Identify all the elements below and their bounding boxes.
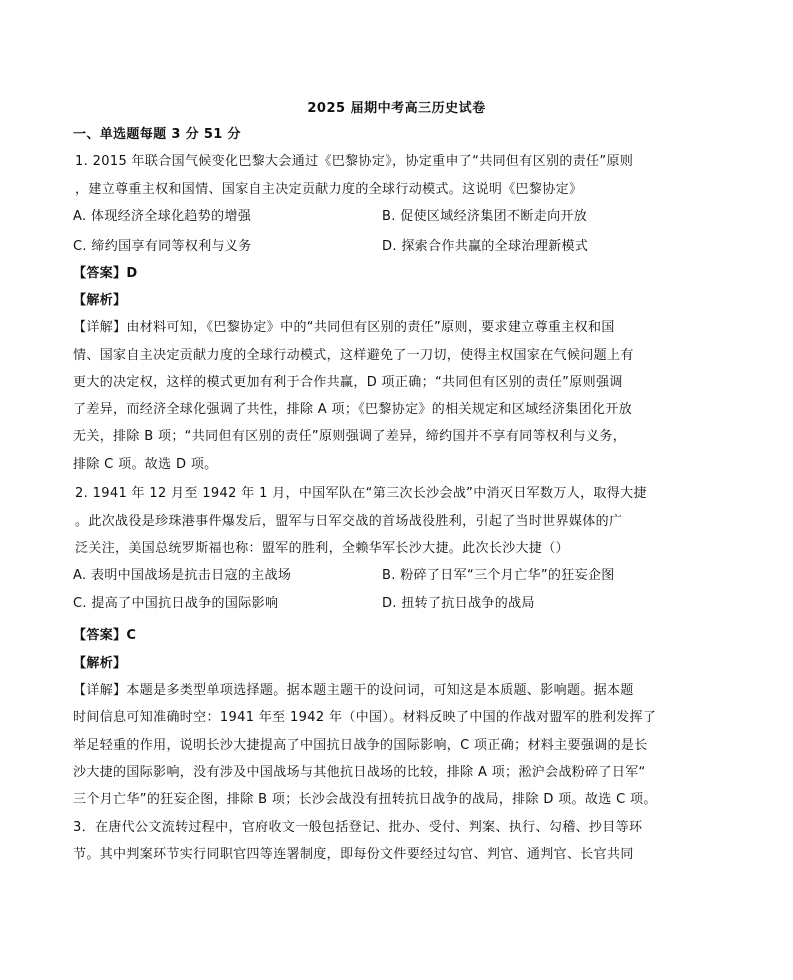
q2-option-c: C. 提高了中国抗日战争的国际影响 xyxy=(73,596,279,611)
page-title: 2025 届期中考高三历史试卷 xyxy=(307,101,486,116)
q2-analysis-label: 【解析】 xyxy=(73,656,127,671)
q2-detail-line-4: 沙大捷的国际影响，没有涉及中国战场与其他抗日战场的比较，排除 A 项；淞沪会战粉碎了日军“ xyxy=(73,765,646,780)
q1-option-d: D. 探索合作共赢的全球治理新模式 xyxy=(382,239,589,254)
q1-stem-line-2: ，建立尊重主权和国情、国家自主决定贡献力度的全球行动模式。这说明《巴黎协定》 xyxy=(75,182,583,197)
q1-detail-line-1: 【详解】由材料可知，《巴黎协定》中的“共同但有区别的责任”原则，要求建立尊重主权和国 xyxy=(73,320,615,335)
q1-detail-line-2: 情、国家自主决定贡献力度的全球行动模式，这样避免了一刀切，使得主权国家在气候问题上有 xyxy=(73,348,634,363)
q2-option-a: A. 表明中国战场是抗击日寇的主战场 xyxy=(73,568,292,583)
q2-option-d: D. 扭转了抗日战争的战局 xyxy=(382,596,535,611)
q2-detail-line-5: 三个月亡华”的狂妄企图，排除 B 项；长沙会战没有扭转抗日战争的战局，排除 D 项。故选 C 项。 xyxy=(73,792,657,807)
q1-option-c: C. 缔约国享有同等权利与义务 xyxy=(73,239,252,254)
q1-stem-line-1: 1. 2015 年联合国气候变化巴黎大会通过《巴黎协定》，协定重申了“共同但有区别的责任”原则 xyxy=(75,154,634,169)
q1-detail-line-5: 无关，排除 B 项；“共同但有区别的责任”原则强调了差异，缔约国并不享有同等权利与义务， xyxy=(73,429,627,444)
q2-detail-line-3: 举足轻重的作用，说明长沙大捷提高了中国抗日战争的国际影响，C 项正确；材料主要强调的是长 xyxy=(73,738,648,753)
q3-stem-line-2: 节。其中判案环节实行同职官四等连署制度，即每份文件要经过勾官、判官、通判官、长官共同 xyxy=(73,847,634,862)
q2-stem-line-3: 泛关注，美国总统罗斯福也称：盟军的胜利，全赖华军长沙大捷。此次长沙大捷（） xyxy=(75,541,569,556)
q2-option-b: B. 粉碎了日军“三个月亡华”的狂妄企图 xyxy=(382,568,615,583)
q2-detail-line-2: 时间信息可知准确时空：1941 年至 1942 年（中国）。材料反映了中国的作战对盟军的胜利发挥了 xyxy=(73,710,657,725)
q1-option-a: A. 体现经济全球化趋势的增强 xyxy=(73,209,252,224)
q1-analysis-label: 【解析】 xyxy=(73,293,127,308)
q1-detail-line-3: 更大的决定权，这样的模式更加有利于合作共赢，D 项正确；“共同但有区别的责任”原则强调 xyxy=(73,375,623,390)
q2-detail-line-1: 【详解】本题是多类型单项选择题。据本题主题干的设问词，可知这是本质题、影响题。据本题 xyxy=(73,683,634,698)
q2-stem-line-2: 。此次战役是珍珠港事件爆发后，盟军与日军交战的首场战役胜利，引起了当时世界媒体的广 xyxy=(75,514,623,529)
q1-option-b: B. 促使区域经济集团不断走向开放 xyxy=(382,209,588,224)
section-heading: 一、单选题每题 3 分 51 分 xyxy=(73,127,241,142)
q1-answer: 【答案】D xyxy=(73,266,138,281)
q2-stem-line-1: 2. 1941 年 12 月至 1942 年 1 月，中国军队在“第三次长沙会战”中消灭日军数万人，取得大捷 xyxy=(75,486,647,501)
q2-answer: 【答案】C xyxy=(73,628,137,643)
q3-stem-line-1: 3．在唐代公文流转过程中，官府收文一般包括登记、批办、受付、判案、执行、勾稽、抄目等环 xyxy=(73,820,643,835)
q1-detail-line-4: 了差异，而经济全球化强调了共性，排除 A 项；《巴黎协定》的相关规定和区域经济集团化开放 xyxy=(73,402,633,417)
q1-detail-line-6: 排除 C 项。故选 D 项。 xyxy=(73,457,218,472)
